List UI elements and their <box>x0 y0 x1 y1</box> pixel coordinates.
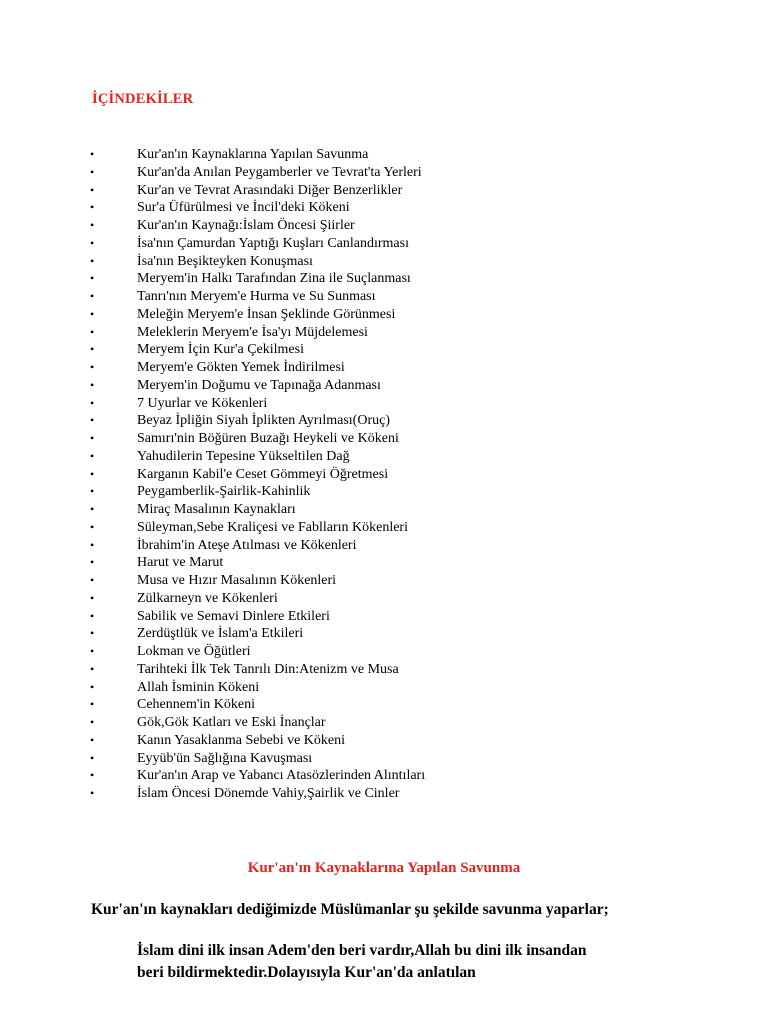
toc-item-label: Süleyman,Sebe Kraliçesi ve Fablların Kökenleri <box>137 519 408 535</box>
toc-item-label: Gök,Gök Katları ve Eski İnançlar <box>137 715 326 730</box>
toc-item-label: Meryem'in Halkı Tarafından Zina ile Suçlanması <box>137 271 411 287</box>
bullet-icon: • <box>90 289 95 303</box>
bullet-icon: • <box>90 377 95 392</box>
bullet-icon: • <box>90 448 95 463</box>
bullet-icon: • <box>90 306 95 321</box>
toc-item-label: 7 Uyurlar ve Kökenleri <box>137 395 268 411</box>
bullet-icon: • <box>90 768 95 783</box>
toc-item-label: İsa'nın Çamurdan Yaptığı Kuşları Canlandırması <box>137 235 409 251</box>
bullet-icon: • <box>90 786 95 800</box>
quote-paragraph <box>137 940 587 984</box>
section-title: Kur'an'ın Kaynaklarına Yapılan Savunma <box>247 860 521 876</box>
bullet-icon: • <box>90 555 95 570</box>
toc-item-label: Meryem'in Doğumu ve Tapınağa Adanması <box>137 377 381 393</box>
toc-item-label: İsa'nın Beşikteyken Konuşması <box>137 253 313 269</box>
bullet-icon: • <box>90 164 95 179</box>
toc-item-label: Zerdüştlük ve İslam'a Etkileri <box>137 626 304 642</box>
toc-item-label: Peygamberlik-Şairlik-Kahinlik <box>137 484 311 500</box>
bullet-icon: • <box>90 413 95 428</box>
bullet-icon: • <box>90 253 95 268</box>
toc-item-label: Kur'an ve Tevrat Arasındaki Diğer Benzerlikler <box>137 182 403 198</box>
toc-item-label: Lokman ve Öğütleri <box>137 644 251 659</box>
intro-paragraph: Kur'an'ın kaynakları dediğimizde Müslümanlar şu şekilde savunma yaparlar; <box>91 901 609 918</box>
toc-item-label: Yahudilerin Tepesine Yükseltilen Dağ <box>137 448 350 464</box>
toc-item-label: İslam Öncesi Dönemde Vahiy,Şairlik ve Cinler <box>137 786 400 801</box>
toc-item-label: Sur'a Üfürülmesi ve İncil'deki Kökeni <box>137 200 350 216</box>
bullet-icon: • <box>90 732 95 747</box>
toc-item-label: Tanrı'nın Meryem'e Hurma ve Su Sunması <box>137 289 376 304</box>
bullet-icon: • <box>90 218 95 232</box>
bullet-icon: • <box>90 324 95 339</box>
bullet-icon: • <box>90 590 95 605</box>
toc-item-label: İbrahim'in Ateşe Atılması ve Kökenleri <box>137 537 357 553</box>
bullet-icon: • <box>90 271 95 286</box>
toc-item-label: Sabilik ve Semavi Dinlere Etkileri <box>137 608 330 624</box>
toc-item-label: Kur'an'ın Arap ve Yabancı Atasözlerinden Alıntıları <box>137 768 426 784</box>
bullet-icon: • <box>90 608 95 623</box>
toc-item-label: Zülkarneyn ve Kökenleri <box>137 590 278 606</box>
bullet-icon: • <box>90 182 95 197</box>
bullet-icon: • <box>90 235 95 250</box>
quote-line: İslam dini ilk insan Adem'den beri vardır,Allah bu dini ilk insandan <box>137 942 587 959</box>
toc-item-label: Cehennem'in Kökeni <box>137 697 255 713</box>
bullet-icon: • <box>90 200 95 215</box>
bullet-icon: • <box>90 626 95 641</box>
bullet-icon: • <box>90 679 95 694</box>
bullet-icon: • <box>90 147 95 161</box>
bullet-icon: • <box>90 715 95 729</box>
bullet-icon: • <box>90 750 95 765</box>
toc-item-label: Samırı'nin Böğüren Buzağı Heykeli ve Kökeni <box>137 431 399 446</box>
toc-item-label: Tarihteki İlk Tek Tanrılı Din:Atenizm ve Musa <box>137 661 399 677</box>
toc-item-label: Musa ve Hızır Masalının Kökenleri <box>137 573 337 588</box>
bullet-icon: • <box>90 484 95 499</box>
toc-item-label: Meryem İçin Kur'a Çekilmesi <box>137 342 304 358</box>
toc-item-label: Meryem'e Gökten Yemek İndirilmesi <box>137 360 345 375</box>
toc-item-label: Karganın Kabil'e Ceset Gömmeyi Öğretmesi <box>137 466 389 482</box>
bullet-icon: • <box>90 502 95 516</box>
quote-line: beri bildirmektedir.Dolayısıyla Kur'an'da anlatılan <box>137 964 476 981</box>
toc-item-label: Beyaz İpliğin Siyah İplikten Ayrılması(Oruç) <box>137 413 390 429</box>
bullet-icon: • <box>90 697 95 712</box>
toc-item-label: Kur'an'da Anılan Peygamberler ve Tevrat'ta Yerleri <box>137 164 422 180</box>
bullet-icon: • <box>90 661 95 676</box>
toc-item-label: Eyyüb'ün Sağlığına Kavuşması <box>137 750 313 766</box>
bullet-icon: • <box>90 466 95 481</box>
toc-item-label: Harut ve Marut <box>137 555 224 571</box>
bullet-icon: • <box>90 537 95 552</box>
bullet-icon: • <box>90 342 95 357</box>
bullet-icon: • <box>90 519 95 534</box>
toc-item-label: Kur'an'ın Kaynaklarına Yapılan Savunma <box>137 147 369 162</box>
toc-title: İÇİNDEKİLER <box>92 91 194 107</box>
bullet-icon: • <box>90 644 95 658</box>
bullet-icon: • <box>90 395 95 410</box>
bullet-icon: • <box>90 431 95 445</box>
bullet-icon: • <box>90 573 95 587</box>
toc-item-label: Meleğin Meryem'e İnsan Şeklinde Görünmesi <box>137 306 396 322</box>
toc-item-label: Miraç Masalının Kaynakları <box>137 502 296 517</box>
toc-item-label: Kanın Yasaklanma Sebebi ve Kökeni <box>137 732 346 748</box>
bullet-icon: • <box>90 360 95 374</box>
toc-item-label: Meleklerin Meryem'e İsa'yı Müjdelemesi <box>137 324 368 340</box>
toc-item-label: Kur'an'ın Kaynağı:İslam Öncesi Şiirler <box>137 218 355 233</box>
toc-item-label: Allah İsminin Kökeni <box>137 679 260 695</box>
